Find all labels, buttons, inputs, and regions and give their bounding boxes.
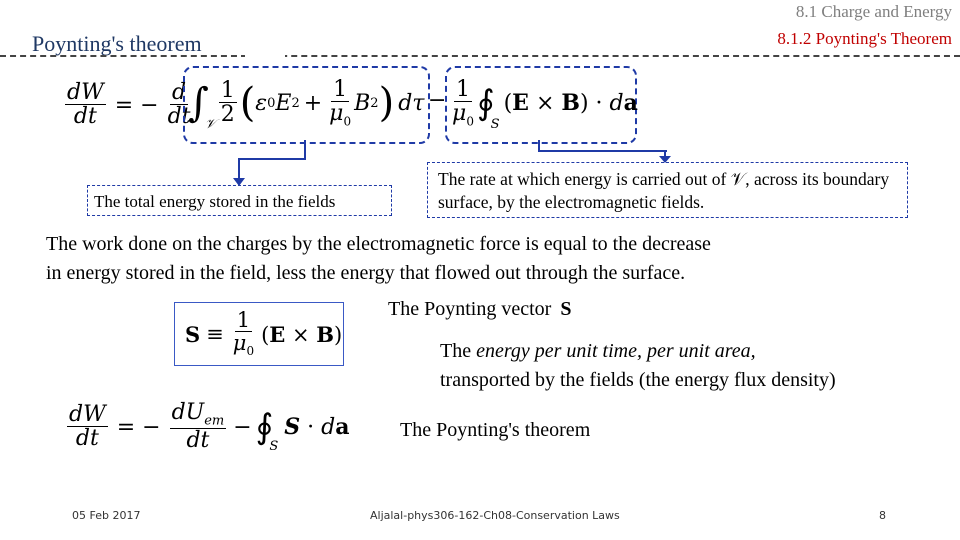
minus-sign: −: [428, 88, 447, 113]
desc-prefix: The: [440, 340, 477, 362]
flux-rate-callout: [427, 162, 908, 218]
poynting-vector-equation: S ≡ $\frac{1}{\mu_0}$ (E × B): [185, 308, 343, 359]
flux-connector: [538, 140, 667, 152]
subsection-title: 8.1.2 Poynting's Theorem: [777, 29, 952, 48]
stored-energy-term: ∫ 𝒱 $\frac{1}{2}$ ( ε 0 E 2 + $\frac{1}{\mu_0}$ B 2 ) dτ: [188, 76, 425, 132]
slide-title: Poynting's theorem: [32, 31, 202, 56]
poynting-vector-symbol: S: [560, 298, 572, 320]
statement-line-2: in energy stored in the field, less the energy that flowed out through the surface.: [46, 262, 686, 284]
header-divider: [0, 55, 960, 57]
desc-italic: energy per unit time, per unit area,: [476, 340, 756, 362]
poynting-theorem-equation: $\frac{dW}{dt}$ = − $\frac{dU_{em}}{dt}$ − ∮ S S · da: [69, 399, 350, 454]
poynting-vector-heading: [388, 298, 571, 321]
footer-page-number: 8: [879, 509, 886, 522]
poynting-theorem-label: The Poynting's theorem: [400, 419, 591, 441]
statement-line-1: The work done on the charges by the electromagnetic force is equal to the decrease: [46, 233, 711, 255]
stored-energy-callout-text: The total energy stored in the fields: [94, 192, 336, 211]
stored-energy-connector: [238, 140, 306, 160]
poynting-vector-description-1: [440, 337, 756, 366]
flux-term: $\frac{1}{\mu_0}$ ∮ S (E × B) · da: [452, 76, 638, 132]
divider-gap: [245, 50, 285, 60]
main-equation: $\frac{dW}{dt}$ = − $\frac{d}{dt}$: [67, 79, 191, 129]
stored-energy-callout: [87, 185, 392, 216]
poynting-vector-heading-text: The Poynting vector: [388, 298, 552, 320]
flux-rate-callout-text: The rate at which energy is carried out of 𝒱, across its boundary surface, by the electromagnetic fields.: [438, 169, 890, 212]
stored-energy-connector-down: [238, 158, 240, 180]
footer-course: Aljalal-phys306-162-Ch08-Conservation Laws: [370, 509, 620, 522]
poynting-vector-description-2: transported by the fields (the energy flux density): [440, 369, 836, 391]
footer-date: 05 Feb 2017: [72, 509, 141, 522]
divider-gap-right: [876, 51, 916, 54]
section-title: 8.1 Charge and Energy: [795, 2, 952, 21]
